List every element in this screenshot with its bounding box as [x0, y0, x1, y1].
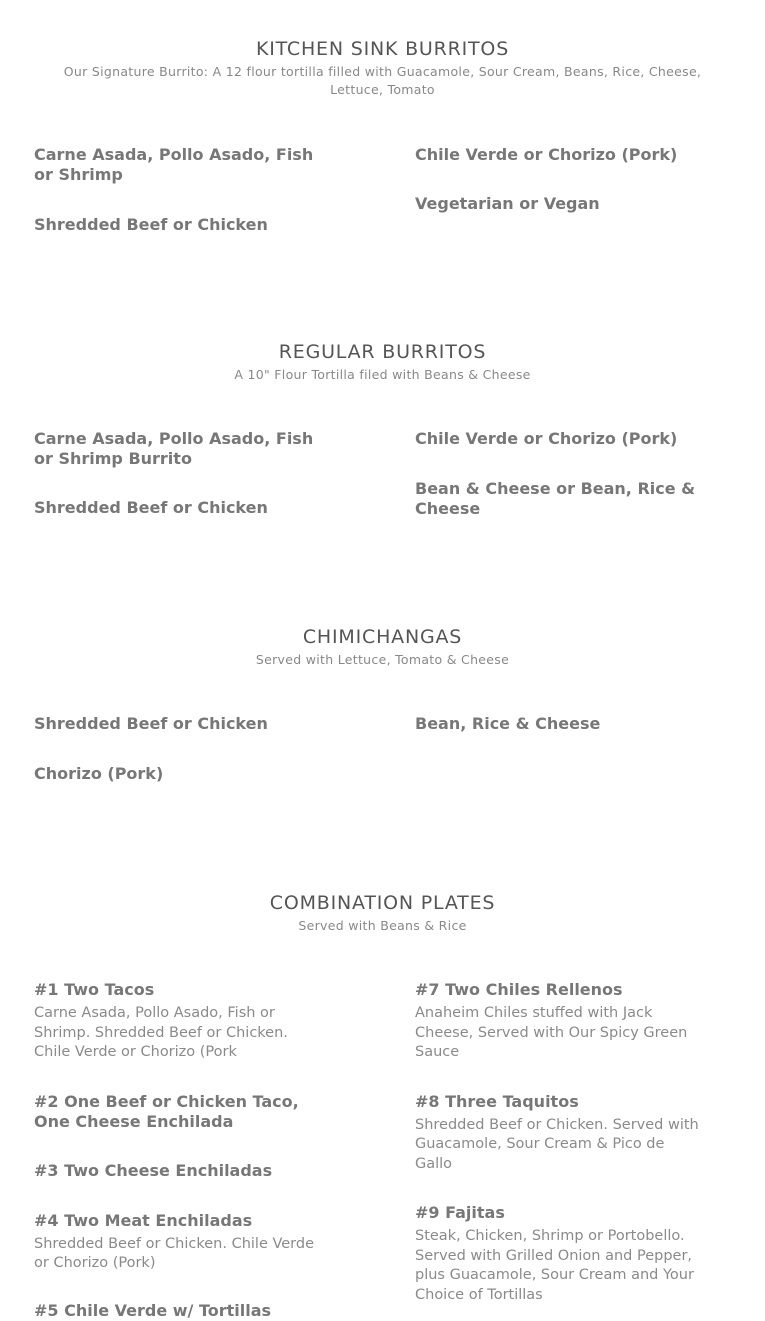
menu-item: [415, 145, 755, 165]
menu-item: [415, 1203, 755, 1305]
menu-item: [415, 429, 755, 449]
menu-item-name: Shredded Beef or Chicken: [34, 714, 268, 733]
menu-item: [415, 479, 755, 519]
section-subtitle: Served with Lettuce, Tomato & Cheese: [255, 652, 510, 667]
section-title: CHIMICHANGAS: [302, 626, 463, 648]
menu-item: [415, 194, 755, 214]
menu-item-name: Shredded Beef or Chicken: [34, 215, 268, 234]
section-title: REGULAR BURRITOS: [278, 341, 487, 363]
menu-item-description: Shredded Beef or Chicken. Served with Guacamole, Sour Cream & Pico de Gallo: [415, 1116, 699, 1172]
menu-item: [34, 429, 334, 469]
menu-item-name: #9 Fajitas: [415, 1203, 505, 1222]
section-chimichangas: [0, 625, 765, 783]
menu-item-name: #3 Two Cheese Enchiladas: [34, 1160, 273, 1180]
menu-item-name: Bean & Cheese or Bean, Rice & Cheese: [415, 479, 696, 518]
menu-item-name: Bean, Rice & Cheese: [415, 714, 601, 733]
menu-item-name: #4 Two Meat Enchiladas: [34, 1210, 253, 1230]
menu-column-left: [34, 714, 334, 784]
menu-item-name: #5 Chile Verde w/ Tortillas: [34, 1300, 272, 1320]
menu-item-name: Chorizo (Pork): [34, 764, 164, 783]
section-subtitle: Served with Beans & Rice: [298, 918, 467, 933]
menu-item-name: Shredded Beef or Chicken: [34, 498, 268, 517]
menu-item-name: Chile Verde or Chorizo (Pork): [415, 145, 678, 164]
menu-item: [34, 1211, 334, 1274]
menu-item-name: Carne Asada, Pollo Asado, Fish or Shrimp: [34, 145, 314, 184]
menu-item-name: #2 One Beef or Chicken Taco, One Cheese Enchilada: [34, 1091, 299, 1131]
menu-item: [415, 980, 755, 1063]
menu-column-left: [34, 145, 334, 235]
menu-item: [34, 1092, 334, 1132]
menu-column-left: [34, 980, 334, 1321]
menu-item-description: Shredded Beef or Chicken. Chile Verde or Chorizo (Pork): [34, 1235, 315, 1271]
menu-item-description: Steak, Chicken, Shrimp or Portobello. Served with Grilled Onion and Pepper, plus Guacamole, Sour Cream and Your Choice of Tortillas: [415, 1228, 694, 1303]
menu-column-right: [415, 429, 755, 519]
section-subtitle: A 10" Flour Tortilla filed with Beans & Cheese: [234, 367, 531, 382]
menu-item-name: #7 Two Chiles Rellenos: [415, 980, 623, 999]
menu-item: [34, 714, 334, 734]
menu-item-name: Vegetarian or Vegan: [415, 194, 600, 213]
section-title: KITCHEN SINK BURRITOS: [255, 38, 510, 60]
section-title: COMBINATION PLATES: [269, 892, 496, 914]
menu-item-description: Carne Asada, Pollo Asado, Fish or Shrimp. Shredded Beef or Chicken. Chile Verde or Chorizo (Pork: [34, 1005, 288, 1060]
menu-column-right: [415, 145, 755, 214]
section-combination-plates: [0, 891, 765, 1320]
menu-item: [34, 1161, 334, 1181]
section-subtitle: Our Signature Burrito: A 12 flour tortilla filled with Guacamole, Sour Cream, Beans, Rice, Cheese, Lettuce, Tomato: [63, 64, 702, 97]
menu-column-left: [34, 429, 334, 518]
menu-item: [415, 1092, 755, 1175]
section-regular-burritos: [0, 340, 765, 518]
menu-item-name: #8 Three Taquitos: [415, 1091, 579, 1111]
menu-item: [34, 498, 334, 518]
section-kitchen-sink-burritos: [0, 37, 765, 234]
menu-item: [34, 980, 334, 1063]
menu-column-right: [415, 980, 755, 1305]
menu-item: [34, 145, 334, 185]
menu-column-right: [415, 714, 755, 734]
menu-item: [34, 215, 334, 235]
menu-item: [415, 714, 755, 734]
menu-item-name: Carne Asada, Pollo Asado, Fish or Shrimp Burrito: [34, 429, 314, 468]
menu-item: [34, 764, 334, 784]
menu-item-name: Chile Verde or Chorizo (Pork): [415, 429, 678, 448]
menu-item-description: Anaheim Chiles stuffed with Jack Cheese, Served with Our Spicy Green Sauce: [415, 1005, 688, 1060]
menu-item-name: #1 Two Tacos: [34, 980, 155, 999]
